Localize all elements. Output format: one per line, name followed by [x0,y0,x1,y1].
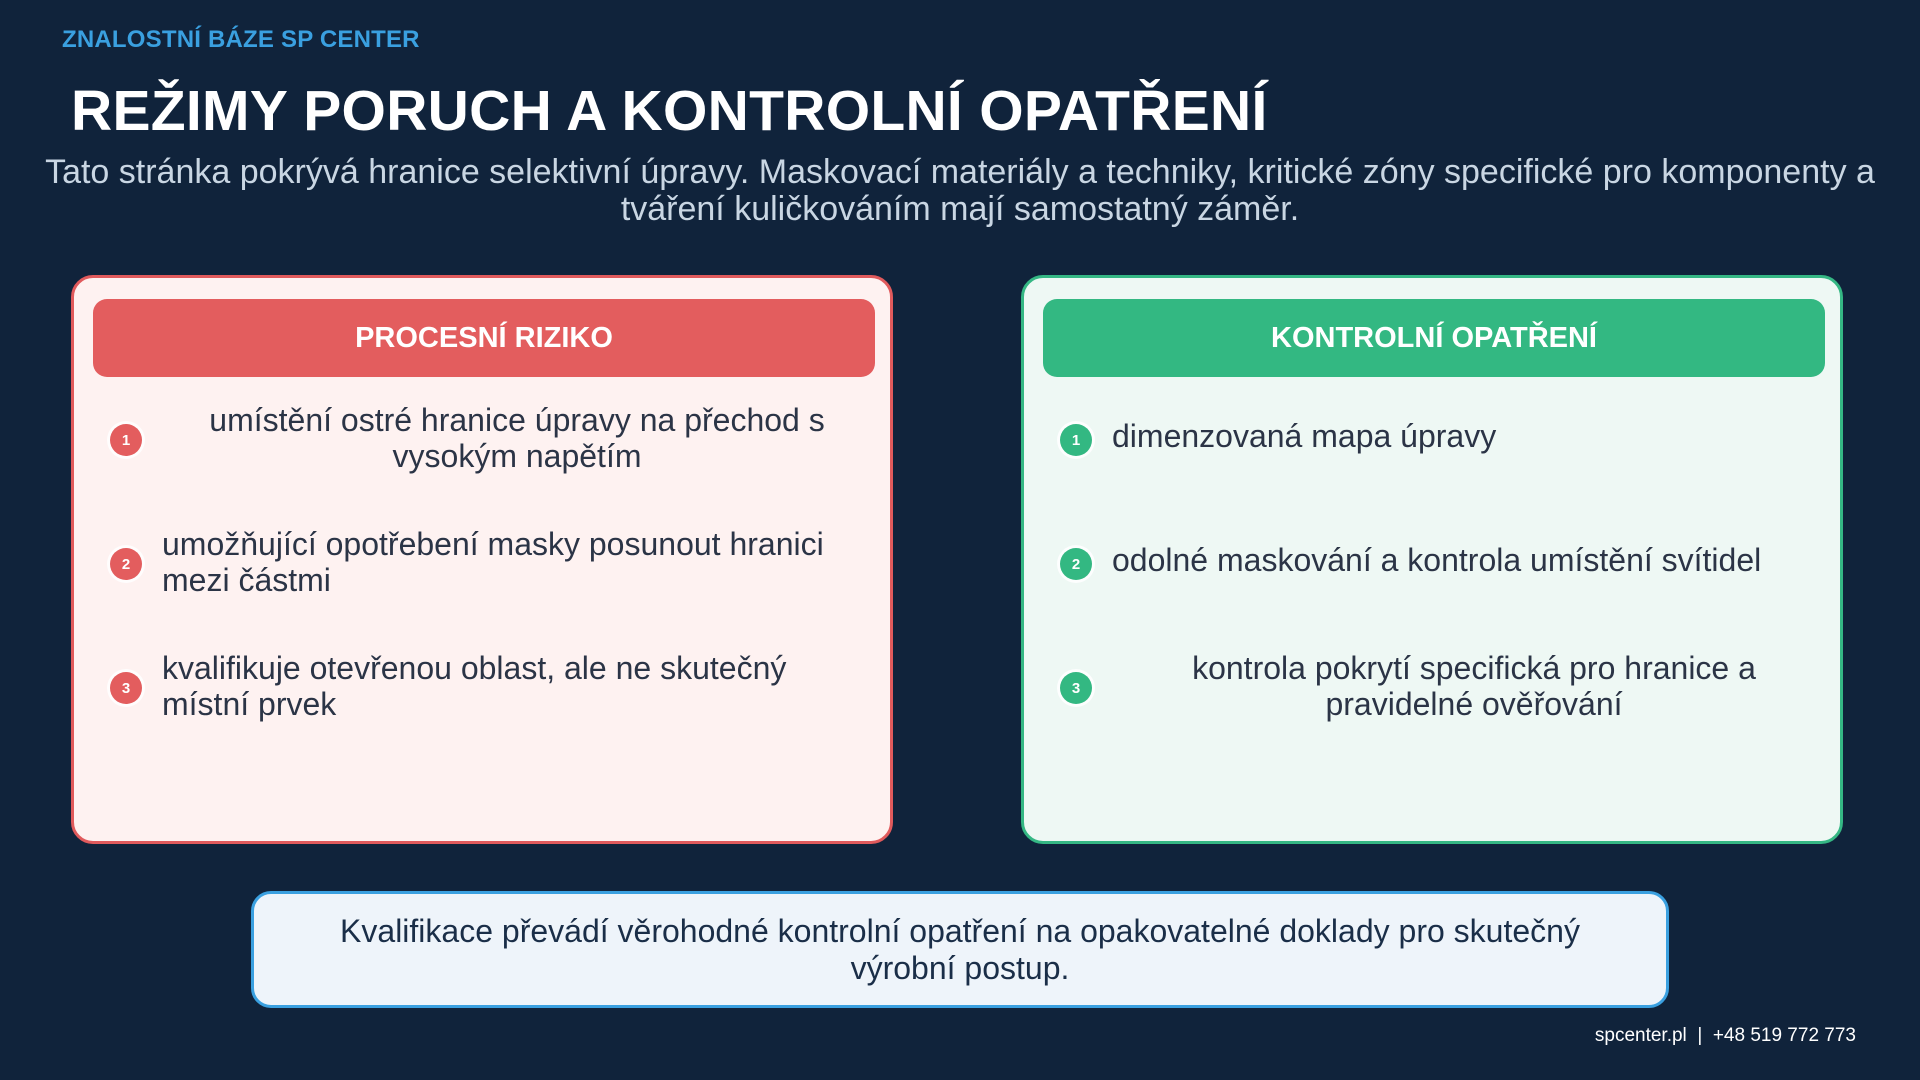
risk-item-number: 1 [110,424,142,456]
risk-item [74,624,890,724]
risk-item [74,500,890,600]
control-item [1024,376,1840,476]
control-item [1024,624,1840,724]
process-risk-heading: PROCESNÍ RIZIKO [93,299,875,377]
risk-item-text: umístění ostré hranice úpravy na přechod s vysokým napětím [209,402,825,474]
control-item-text: odolné maskování a kontrola umístění svítidel [1112,542,1762,578]
risk-item-number: 2 [110,548,142,580]
process-risk-card [71,275,893,844]
risk-item-text: kvalifikuje otevřenou oblast, ale ne skutečný místní prvek [162,650,787,722]
contact-info: spcenter.pl | +48 519 772 773 [1594,1025,1856,1046]
risk-item [74,376,890,476]
control-measures-card [1021,275,1843,844]
control-item-number: 3 [1060,672,1092,704]
control-item-text: dimenzovaná mapa úpravy [1112,418,1497,454]
risk-item-text: umožňující opotřebení masky posunout hranici mezi částmi [162,526,824,598]
page-subtitle: Tato stránka pokrývá hranice selektivní úpravy. Maskovací materiály a techniky, kritické zóny specifické pro komponenty a tváření kuličkováním mají samostatný záměr. [45,153,1875,228]
brand-kicker: ZNALOSTNÍ BÁZE SP CENTER [62,26,420,53]
control-measures-heading: KONTROLNÍ OPATŘENÍ [1043,299,1825,377]
summary-statement: Kvalifikace převádí věrohodné kontrolní opatření na opakovatelné doklady pro skutečný výrobní postup. [340,912,1580,986]
control-item-text: kontrola pokrytí specifická pro hranice a pravidelné ověřování [1192,650,1756,722]
control-item [1024,500,1840,600]
control-item-number: 1 [1060,424,1092,456]
risk-item-number: 3 [110,672,142,704]
page-title: REŽIMY PORUCH A KONTROLNÍ OPATŘENÍ [71,79,1268,143]
summary-callout [251,891,1669,1008]
control-item-number: 2 [1060,548,1092,580]
